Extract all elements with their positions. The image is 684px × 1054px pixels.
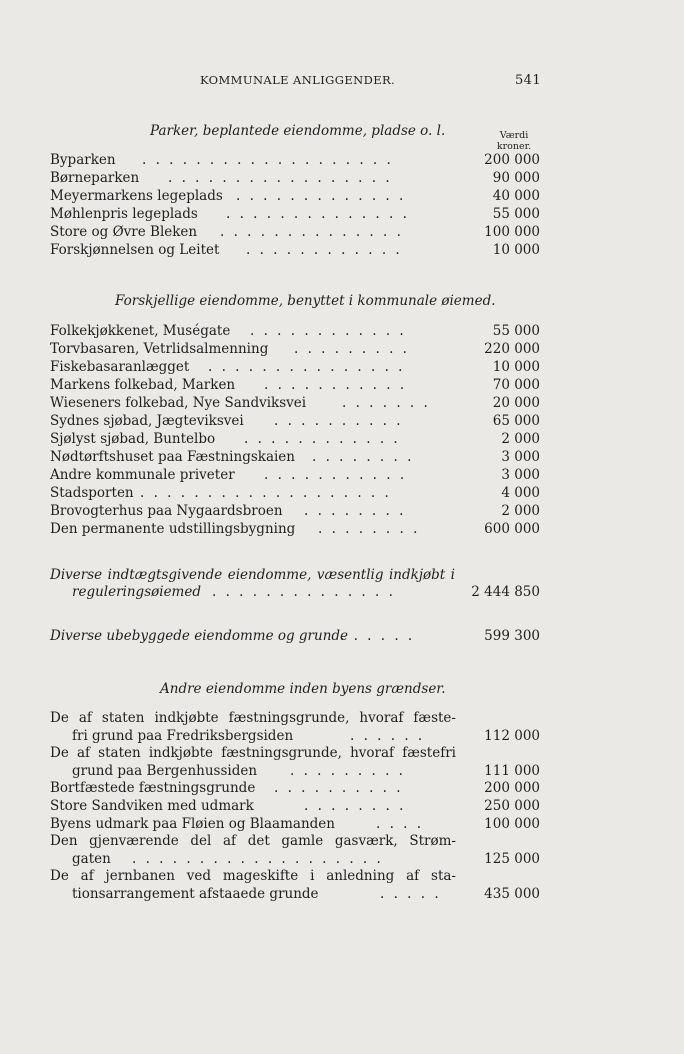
row-value: 65 000	[492, 413, 540, 429]
leader-dots: . . . . .	[380, 886, 442, 902]
leader-dots: . . . . . . . . . . . . .	[236, 188, 406, 204]
row-value: 200 000	[484, 152, 540, 168]
leader-dots: . . . . . . . . . . . .	[250, 323, 407, 339]
row-label: Børneparken	[50, 170, 140, 186]
leader-dots: . . . . . . . . . . . . . . . . . . .	[142, 152, 394, 168]
table-row-vacant-properties	[50, 627, 540, 645]
table-row	[50, 484, 540, 502]
leader-dots: . . . . . . . . . . . . . . .	[208, 359, 405, 375]
leader-dots: . . . . . . . . . .	[274, 780, 404, 796]
row-value: 2 444 850	[471, 584, 540, 600]
row-value: 435 000	[484, 886, 540, 902]
row-line1: Den gjenværende del af det gamle gasværk, Strøm-	[50, 833, 456, 849]
row-value: 70 000	[492, 377, 540, 393]
row-label: Markens folkebad, Marken	[50, 377, 236, 393]
table-row	[50, 223, 540, 241]
row-value: 4 000	[501, 485, 540, 501]
table-row	[50, 797, 540, 815]
leader-dots: . . . . . . . . . .	[274, 413, 404, 429]
row-value: 100 000	[484, 816, 540, 832]
row-label: Bortfæstede fæstningsgrunde	[50, 780, 256, 796]
income-properties-line1: Diverse indtægtsgivende eiendomme, væsentlig indkjøbt i	[50, 567, 455, 583]
row-label: Nødtørftshuset paa Fæstningskaien	[50, 449, 295, 465]
section-title-parks: Parker, beplantede eiendomme, pladse o. l.	[150, 123, 446, 139]
row-value: 250 000	[484, 798, 540, 814]
table-row	[50, 850, 540, 868]
table-row	[50, 376, 540, 394]
table-row	[50, 412, 540, 430]
table-row	[50, 340, 540, 358]
running-title: KOMMUNALE ANLIGGENDER.	[200, 73, 396, 87]
table-row	[50, 169, 540, 187]
table-row	[50, 779, 540, 797]
leader-dots: . . . . . . . . .	[294, 341, 410, 357]
row-line1: De af staten indkjøbte fæstningsgrunde, hvoraf fæstefri	[50, 745, 456, 761]
leader-dots: . . . . . . . . . . . . . . . . . . .	[140, 485, 392, 501]
leader-dots: . . . . . . . . . . . . . .	[220, 224, 404, 240]
row-value: 100 000	[484, 224, 540, 240]
row-label: Byparken	[50, 152, 116, 168]
leader-dots: . . . . . . .	[342, 395, 431, 411]
row-label: Fiskebasaranlægget	[50, 359, 190, 375]
unit-label-line1: Værdi	[499, 130, 529, 141]
table-row	[50, 448, 540, 466]
row-value: 10 000	[492, 359, 540, 375]
row-label: Store Sandviken med udmark	[50, 798, 254, 814]
leader-dots: . . . . . . . .	[304, 798, 406, 814]
row-line1: De af staten indkjøbte fæstningsgrunde, hvoraf fæste-	[50, 710, 456, 726]
table-row	[50, 502, 540, 520]
leader-dots: . . . . . . . . . . .	[264, 467, 407, 483]
leader-dots: . . . .	[376, 816, 424, 832]
row-label: Diverse ubebyggede eiendomme og grunde	[50, 628, 349, 644]
table-row	[50, 815, 540, 833]
row-label: tionsarrangement afstaaede grunde	[72, 886, 319, 902]
row-label: Sjølyst sjøbad, Buntelbo	[50, 431, 216, 447]
row-label: gaten	[72, 851, 111, 867]
table-row	[50, 151, 540, 169]
row-value: 2 000	[501, 431, 540, 447]
row-label: Den permanente udstillingsbygning	[50, 521, 296, 537]
table-row	[50, 322, 540, 340]
row-value: 3 000	[501, 467, 540, 483]
table-row	[50, 520, 540, 538]
row-value: 20 000	[492, 395, 540, 411]
leader-dots: . . . . . . . .	[312, 449, 414, 465]
row-label: Brovogterhus paa Nygaardsbroen	[50, 503, 283, 519]
leader-dots: . . . . . . . . . . . . . .	[212, 584, 396, 600]
row-value: 40 000	[492, 188, 540, 204]
row-value: 112 000	[484, 728, 540, 744]
row-value: 10 000	[492, 242, 540, 258]
page-number: 541	[515, 73, 542, 88]
row-label: Andre kommunale priveter	[50, 467, 235, 483]
row-value: 111 000	[484, 763, 540, 779]
row-value: 600 000	[484, 521, 540, 537]
table-row-income-properties	[50, 583, 540, 601]
leader-dots: . . . . . .	[340, 628, 415, 644]
row-value: 3 000	[501, 449, 540, 465]
row-label: fri grund paa Fredriksbergsiden	[72, 728, 294, 744]
row-label: Torvbasaren, Vetrlidsalmenning	[50, 341, 269, 357]
row-label: Byens udmark paa Fløien og Blaamanden	[50, 816, 335, 832]
leader-dots: . . . . . . . . . . . .	[246, 242, 403, 258]
table-row	[50, 241, 540, 259]
leader-dots: . . . . . . . .	[318, 521, 420, 537]
table-row	[50, 762, 540, 780]
table-row	[50, 885, 540, 903]
row-label: reguleringsøiemed	[72, 584, 201, 600]
section-title-other-properties: Andre eiendomme inden byens grændser.	[160, 681, 446, 697]
table-row	[50, 430, 540, 448]
row-label: Sydnes sjøbad, Jægteviksvei	[50, 413, 244, 429]
leader-dots: . . . . . . . .	[304, 503, 406, 519]
row-label: Folkekjøkkenet, Muségate	[50, 323, 231, 339]
section-title-municipal: Forskjellige eiendomme, benyttet i kommunale øiemed.	[115, 293, 496, 309]
table-row	[50, 727, 540, 745]
leader-dots: . . . . . . . . . . . . . . . . . . .	[132, 851, 384, 867]
row-label: Møhlenpris legeplads	[50, 206, 198, 222]
leader-dots: . . . . . .	[350, 728, 425, 744]
table-row	[50, 466, 540, 484]
row-value: 90 000	[492, 170, 540, 186]
row-value: 55 000	[492, 323, 540, 339]
leader-dots: . . . . . . . . .	[290, 763, 406, 779]
table-row	[50, 394, 540, 412]
row-label: Meyermarkens legeplads	[50, 188, 223, 204]
leader-dots: . . . . . . . . . . . . . .	[226, 206, 410, 222]
leader-dots: . . . . . . . . . . . .	[244, 431, 401, 447]
row-value: 125 000	[484, 851, 540, 867]
row-value: 220 000	[484, 341, 540, 357]
row-label: Stadsporten	[50, 485, 134, 501]
row-label: Forskjønnelsen og Leitet	[50, 242, 220, 258]
row-line1: De af jernbanen ved mageskifte i anledning af sta-	[50, 868, 456, 884]
table-row	[50, 205, 540, 223]
leader-dots: . . . . . . . . . . .	[264, 377, 407, 393]
unit-label-line2: kroner.	[496, 141, 532, 152]
leader-dots: . . . . . . . . . . . . . . . . .	[168, 170, 393, 186]
unit-label	[492, 130, 536, 152]
table-row	[50, 358, 540, 376]
row-label: Wieseners folkebad, Nye Sandviksvei	[50, 395, 307, 411]
row-value: 599 300	[484, 628, 540, 644]
table-row	[50, 187, 540, 205]
row-label: grund paa Bergenhussiden	[72, 763, 258, 779]
row-value: 2 000	[501, 503, 540, 519]
row-label: Store og Øvre Bleken	[50, 224, 198, 240]
row-value: 200 000	[484, 780, 540, 796]
row-value: 55 000	[492, 206, 540, 222]
